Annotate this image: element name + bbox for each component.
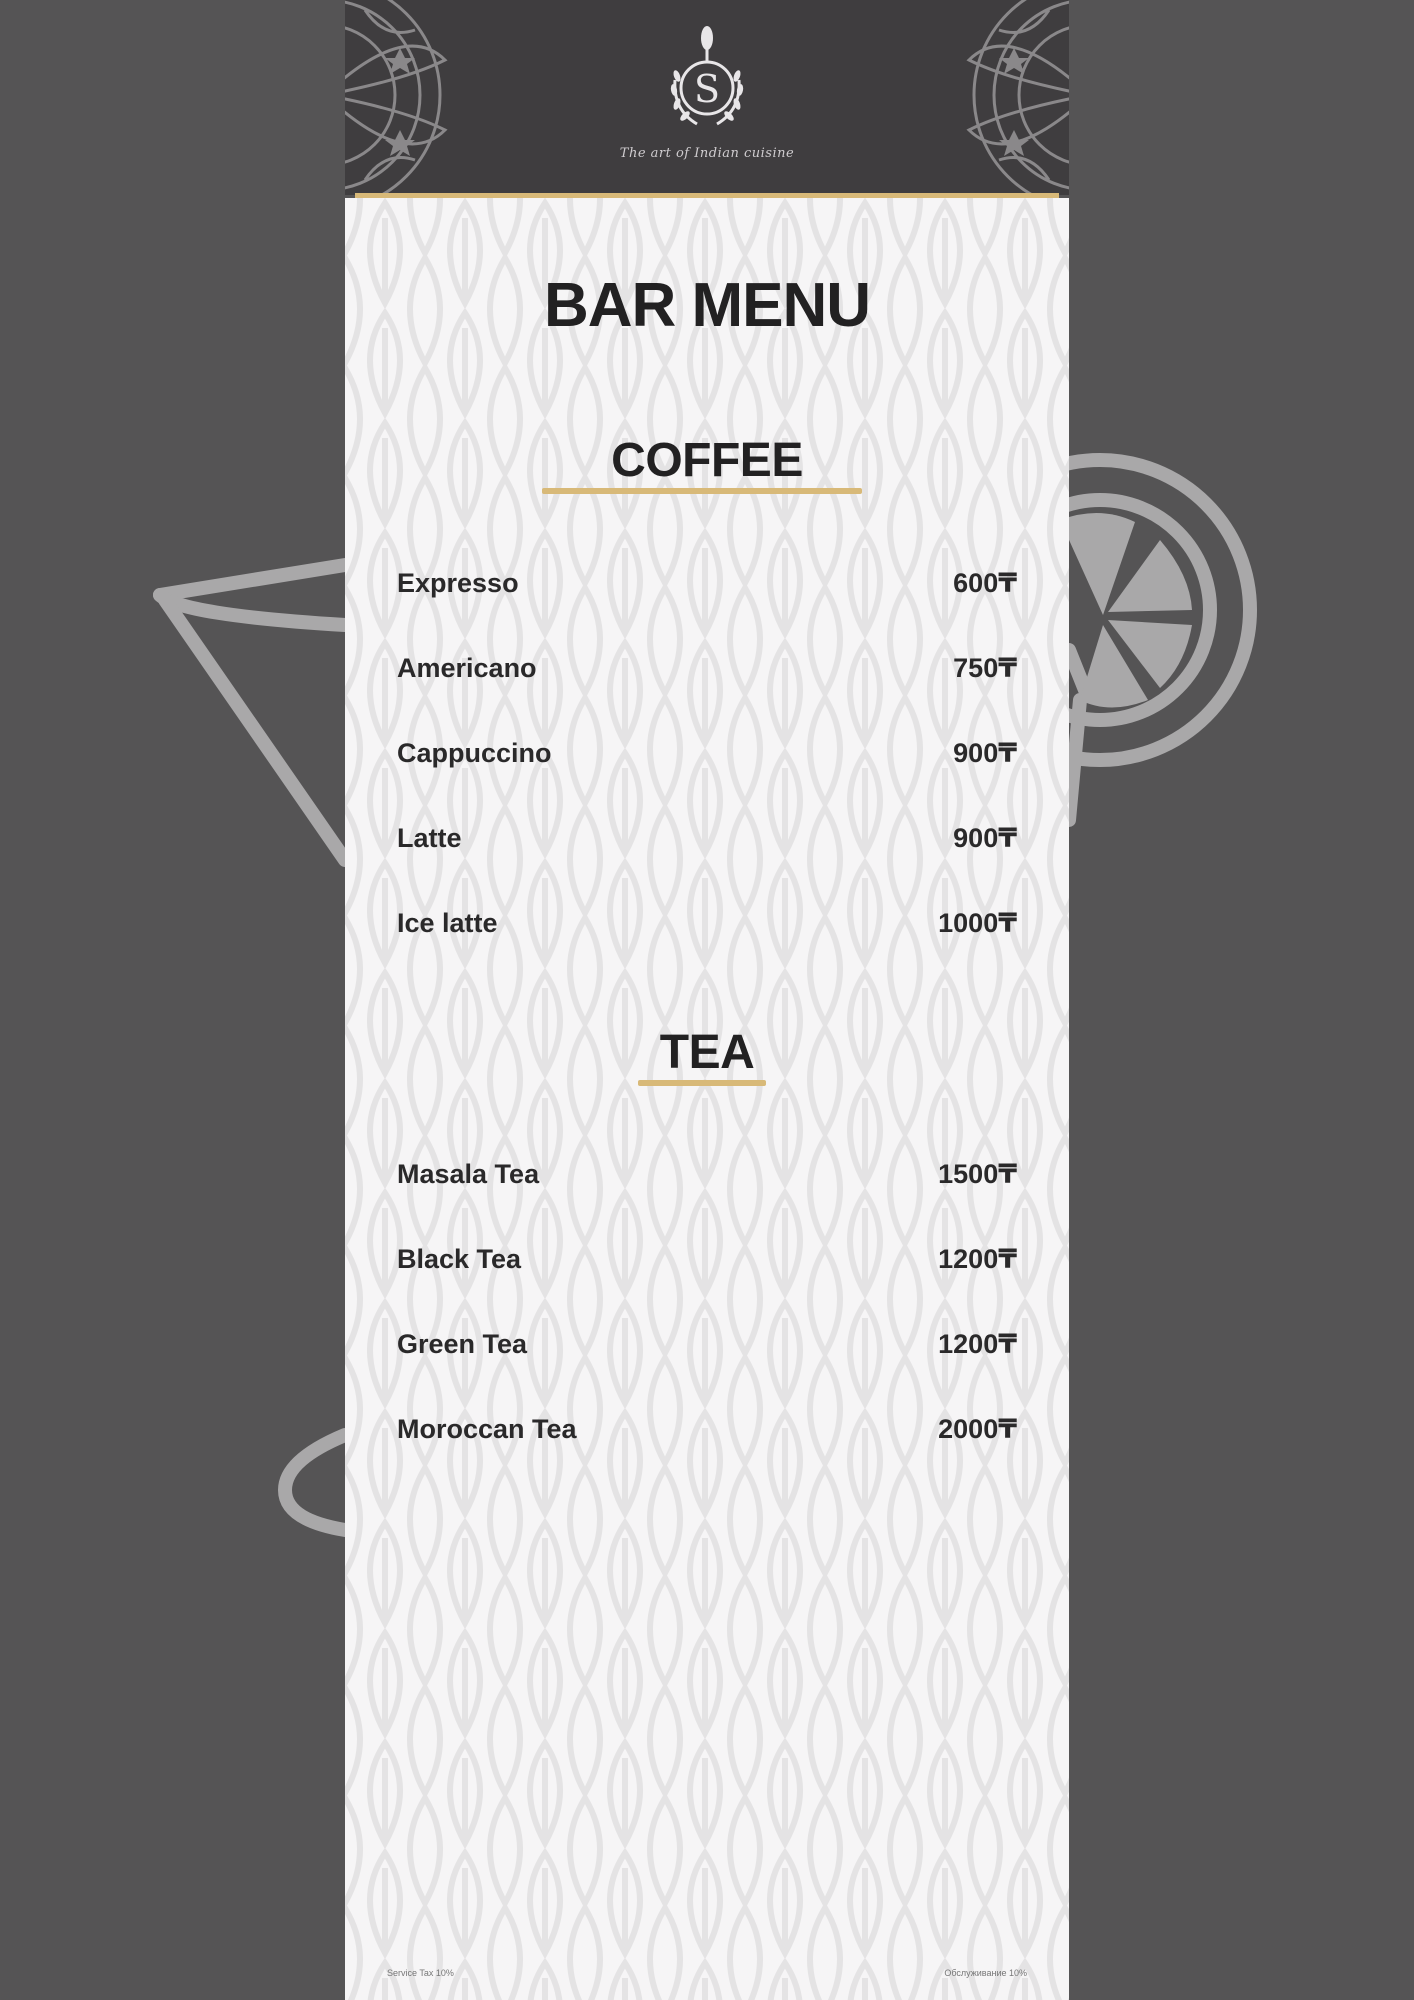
menu-body — [345, 198, 1069, 2000]
section-title-tea: TEA — [659, 1026, 755, 1079]
item-name: Latte — [397, 823, 462, 853]
menu-item — [397, 568, 1017, 608]
tagline: The art of Indian cuisine — [619, 146, 795, 161]
footnote-service-charge-ru: Обслуживание 10% — [944, 1968, 1027, 1978]
item-price: 900₸ — [953, 738, 1017, 768]
menu-item — [397, 1159, 1017, 1199]
menu-item — [397, 1414, 1017, 1454]
logo-letter: S — [693, 67, 721, 111]
item-price: 900₸ — [953, 823, 1017, 853]
item-name: Americano — [397, 653, 537, 683]
menu-item — [397, 908, 1017, 948]
item-name: Expresso — [397, 568, 519, 598]
item-name: Moroccan Tea — [397, 1414, 577, 1444]
menu-item — [397, 1244, 1017, 1284]
mandala-ornament-left — [345, 0, 465, 195]
menu-title: BAR MENU — [543, 271, 871, 340]
menu-item — [397, 1329, 1017, 1369]
footnote-service-tax: Service Tax 10% — [387, 1968, 454, 1978]
section-underline-tea — [638, 1080, 766, 1086]
item-name: Green Tea — [397, 1329, 528, 1359]
item-price: 1000₸ — [938, 908, 1017, 938]
section-title-coffee: COFFEE — [611, 434, 803, 487]
menu-item — [397, 738, 1017, 778]
mandala-ornament-right — [949, 0, 1069, 195]
item-name: Black Tea — [397, 1244, 522, 1274]
logo-icon — [657, 20, 757, 140]
menu-header — [345, 0, 1069, 195]
item-name: Cappuccino — [397, 738, 552, 768]
menu-item — [397, 653, 1017, 693]
item-name: Masala Tea — [397, 1159, 540, 1189]
menu-item — [397, 823, 1017, 863]
item-price: 1500₸ — [938, 1159, 1017, 1189]
item-price: 1200₸ — [938, 1244, 1017, 1274]
item-price: 600₸ — [953, 568, 1017, 598]
menu-panel — [345, 0, 1069, 2000]
item-price: 1200₸ — [938, 1329, 1017, 1359]
section-underline-coffee — [542, 488, 862, 494]
item-price: 2000₸ — [938, 1414, 1017, 1444]
item-price: 750₸ — [953, 653, 1017, 683]
item-name: Ice latte — [397, 908, 498, 938]
